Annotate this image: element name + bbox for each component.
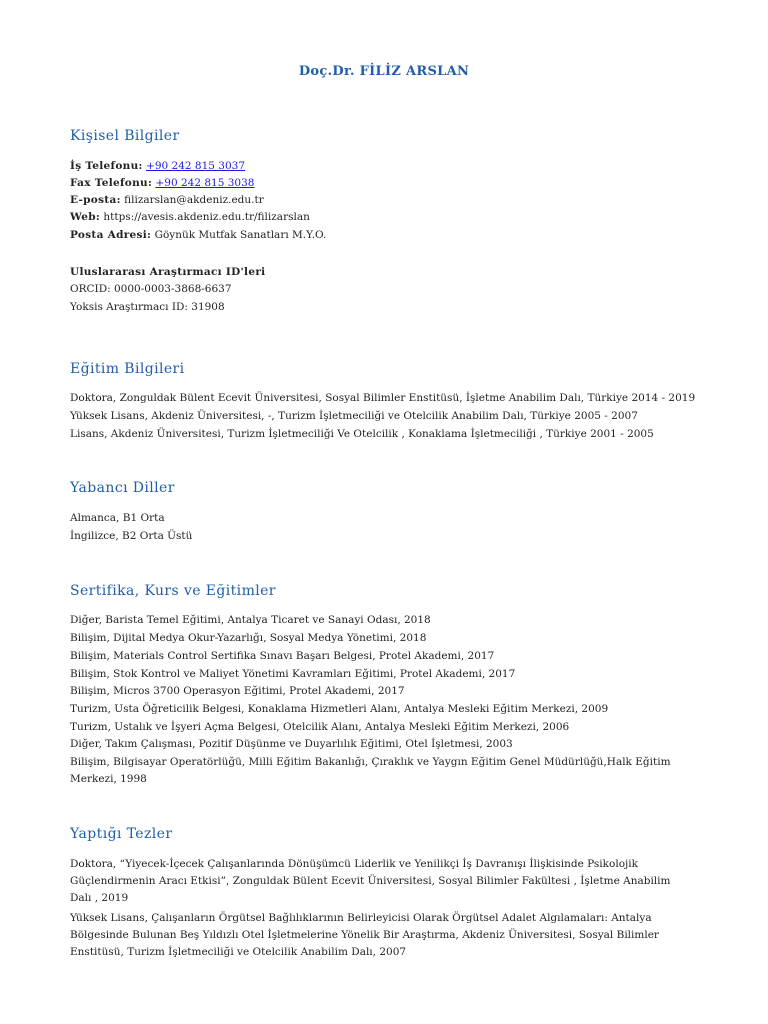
certificate-item: Bilişim, Bilgisayar Operatörlüğü, Milli Eğitim Bakanlığı, Çıraklık ve Yaygın Eğitim Genel Müdürlüğü,Halk Eğitim Merkezi, 1998: [70, 756, 671, 785]
certificates-heading: Sertifika, Kurs ve Eğitimler: [70, 583, 276, 599]
work-phone-label: İş Telefonu:: [70, 160, 143, 172]
web-value: https://avesis.akdeniz.edu.tr/filizarslan: [103, 211, 310, 223]
fax-row: [70, 175, 254, 192]
email-label: E-posta:: [70, 194, 121, 206]
yoksis-id: Yoksis Araştırmacı ID: 31908: [70, 301, 225, 313]
language-item: İngilizce, B2 Orta Üstü: [70, 530, 193, 542]
education-item: Lisans, Akdeniz Üniversitesi, Turizm İşletmeciliği Ve Otelcilik , Konaklama İşletmeciliği , Türkiye 2001 - 2005: [70, 428, 654, 440]
certificate-item: Bilişim, Stok Kontrol ve Maliyet Yönetimi Kavramları Eğitimi, Protel Akademi, 2017: [70, 668, 516, 680]
address-row: [70, 227, 326, 244]
education-item: Doktora, Zonguldak Bülent Ecevit Üniversitesi, Sosyal Bilimler Enstitüsü, İşletme Anabilim Dalı, Türkiye 2014 - 2019: [70, 392, 696, 404]
language-item: Almanca, B1 Orta: [70, 512, 165, 524]
work-phone-link[interactable]: +90 242 815 3037: [146, 160, 246, 172]
address-label: Posta Adresi:: [70, 229, 152, 241]
certificate-item: Bilişim, Micros 3700 Operasyon Eğitimi, Protel Akademi, 2017: [70, 685, 405, 697]
education-item: Yüksek Lisans, Akdeniz Üniversitesi, -, Turizm İşletmeciliği ve Otelcilik Anabilim Dalı, Türkiye 2005 - 2007: [70, 410, 638, 422]
email-value: filizarslan@akdeniz.edu.tr: [124, 194, 264, 206]
work-phone-row: [70, 158, 245, 175]
theses-heading: Yaptığı Tezler: [70, 826, 173, 842]
education-heading: Eğitim Bilgileri: [70, 361, 185, 377]
address-value: Göynük Mutfak Sanatları M.Y.O.: [154, 229, 327, 241]
web-row: [70, 209, 310, 226]
page-title: Doç.Dr. FİLİZ ARSLAN: [298, 64, 470, 79]
fax-label: Fax Telefonu:: [70, 177, 153, 189]
personal-heading: Kişisel Bilgiler: [70, 128, 180, 144]
ids-heading: Uluslararası Araştırmacı ID'leri: [70, 266, 266, 278]
languages-heading: Yabancı Diller: [70, 480, 175, 496]
certificate-item: Diğer, Takım Çalışması, Pozitif Düşünme ve Duyarlılık Eğitimi, Otel İşletmesi, 2003: [70, 738, 513, 750]
orcid-id: ORCID: 0000-0003-3868-6637: [70, 283, 232, 295]
certificate-item: Turizm, Usta Öğreticilik Belgesi, Konaklama Hizmetleri Alanı, Antalya Mesleki Eğitim Merkezi, 2009: [70, 703, 609, 715]
thesis-item: Doktora, “Yiyecek-İçecek Çalışanlarında Dönüşümcü Liderlik ve Yenilikçi İş Davranışı İlişkisinde Psikolojik Güçlendirmenin Aracı Etkisi”, Zonguldak Bülent Ecevit Üniversitesi, Sosyal Bilimler Fakültesi , İşletme Anabilim Dalı , 2019: [70, 858, 671, 904]
certificate-item: Turizm, Ustalık ve İşyeri Açma Belgesi, Otelcilik Alanı, Antalya Mesleki Eğitim Merkezi, 2006: [70, 721, 570, 733]
email-row: [70, 192, 264, 209]
web-label: Web:: [70, 211, 101, 223]
certificate-item: Diğer, Barista Temel Eğitimi, Antalya Ticaret ve Sanayi Odası, 2018: [70, 614, 431, 626]
certificate-item: Bilişim, Materials Control Sertifika Sınavı Başarı Belgesi, Protel Akademi, 2017: [70, 650, 495, 662]
fax-link[interactable]: +90 242 815 3038: [155, 177, 255, 189]
certificate-item: Bilişim, Dijital Medya Okur-Yazarlığı, Sosyal Medya Yönetimi, 2018: [70, 632, 427, 644]
thesis-item: Yüksek Lisans, Çalışanların Örgütsel Bağlılıklarının Belirleyicisi Olarak Örgütsel Adalet Algılamaları: Antalya Bölgesinde Bulunan Beş Yıldızlı Otel İşletmelerine Yönelik Bir Araştırma, Akdeniz Üniversitesi, Sosyal Bilimler Enstitüsü, Turizm İşletmeciliği ve Otelcilik Anabilim Dalı, 2007: [70, 912, 659, 958]
